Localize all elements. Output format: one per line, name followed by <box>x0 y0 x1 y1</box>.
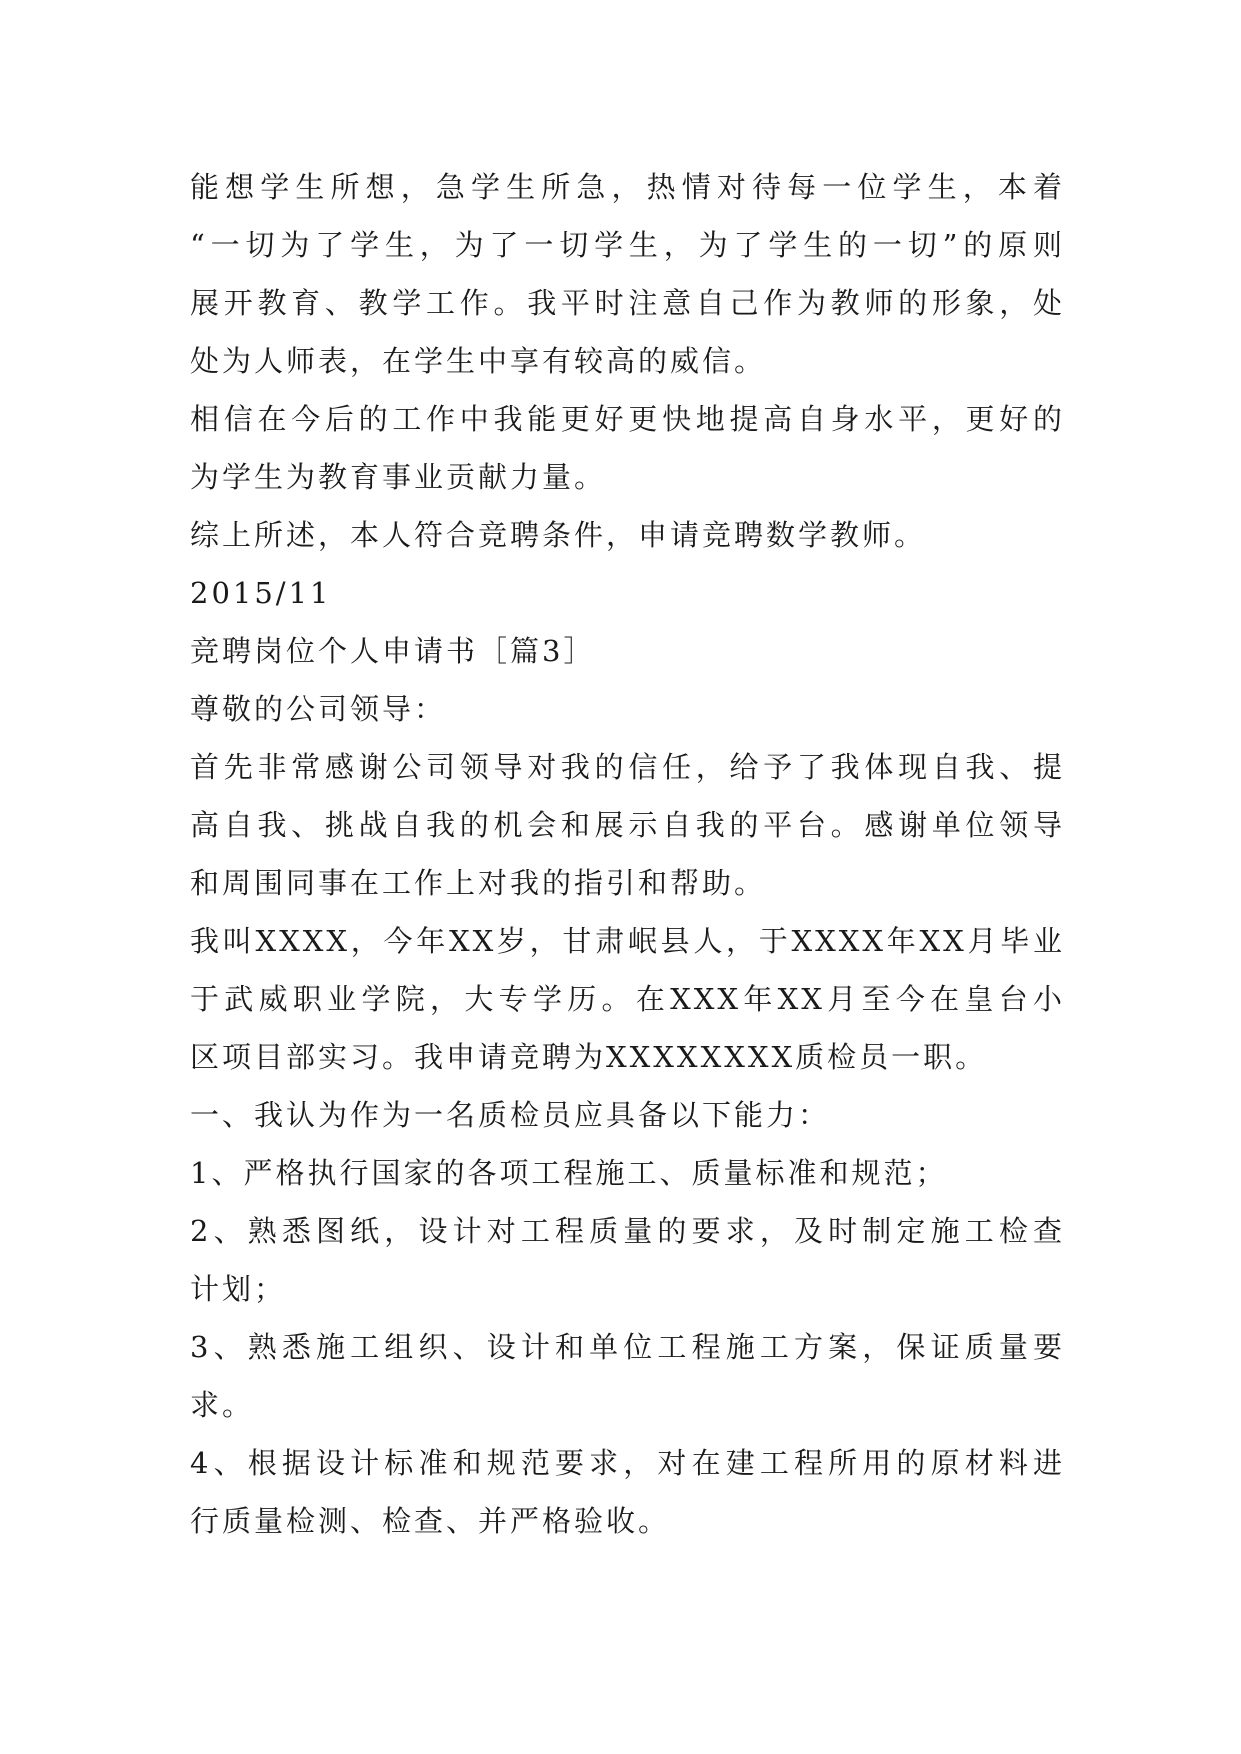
list-item: 4、根据设计标准和规范要求，对在建工程所用的原材料进 <box>190 1446 1065 1480</box>
text-line: 展开教育、教学工作。我平时注意自己作为教师的形象，处 <box>190 286 1065 320</box>
text-line: 综上所述，本人符合竞聘条件，申请竞聘数学教师。 <box>190 518 927 552</box>
list-item: 2、熟悉图纸，设计对工程质量的要求，及时制定施工检查 <box>190 1214 1065 1248</box>
text-line: 首先非常感谢公司领导对我的信任，给予了我体现自我、提 <box>190 750 1065 784</box>
list-item: 求。 <box>190 1388 255 1422</box>
list-item: 3、熟悉施工组织、设计和单位工程施工方案，保证质量要 <box>190 1330 1065 1364</box>
text-line: 我叫XXXX，今年XX岁，甘肃岷县人，于XXXX年XX月毕业 <box>190 924 1065 958</box>
text-line: 处为人师表，在学生中享有较高的威信。 <box>190 344 767 378</box>
list-item: 1、严格执行国家的各项工程施工、质量标准和规范； <box>190 1156 948 1190</box>
list-heading: 一、我认为作为一名质检员应具备以下能力： <box>190 1098 831 1132</box>
date-line: 2015/11 <box>190 576 332 610</box>
section-heading: 竞聘岗位个人申请书［篇3］ <box>190 634 596 668</box>
text-line: 于武威职业学院，大专学历。在XXX年XX月至今在皇台小 <box>190 982 1065 1016</box>
text-line: 区项目部实习。我申请竞聘为XXXXXXXX质检员一职。 <box>190 1040 988 1074</box>
text-line: 和周围同事在工作上对我的指引和帮助。 <box>190 866 767 900</box>
text-line: 相信在今后的工作中我能更好更快地提高自身水平，更好的 <box>190 402 1065 436</box>
text-line: 高自我、挑战自我的机会和展示自我的平台。感谢单位领导 <box>190 808 1065 842</box>
list-item: 计划； <box>190 1272 287 1306</box>
salutation: 尊敬的公司领导： <box>190 692 447 726</box>
text-line: 为学生为教育事业贡献力量。 <box>190 460 607 494</box>
text-line: 能想学生所想，急学生所急，热情对待每一位学生，本着 <box>190 170 1065 204</box>
text-line: “一切为了学生，为了一切学生，为了学生的一切”的原则 <box>190 228 1065 262</box>
document-body <box>190 158 1065 1550</box>
list-item: 行质量检测、检查、并严格验收。 <box>190 1504 671 1538</box>
